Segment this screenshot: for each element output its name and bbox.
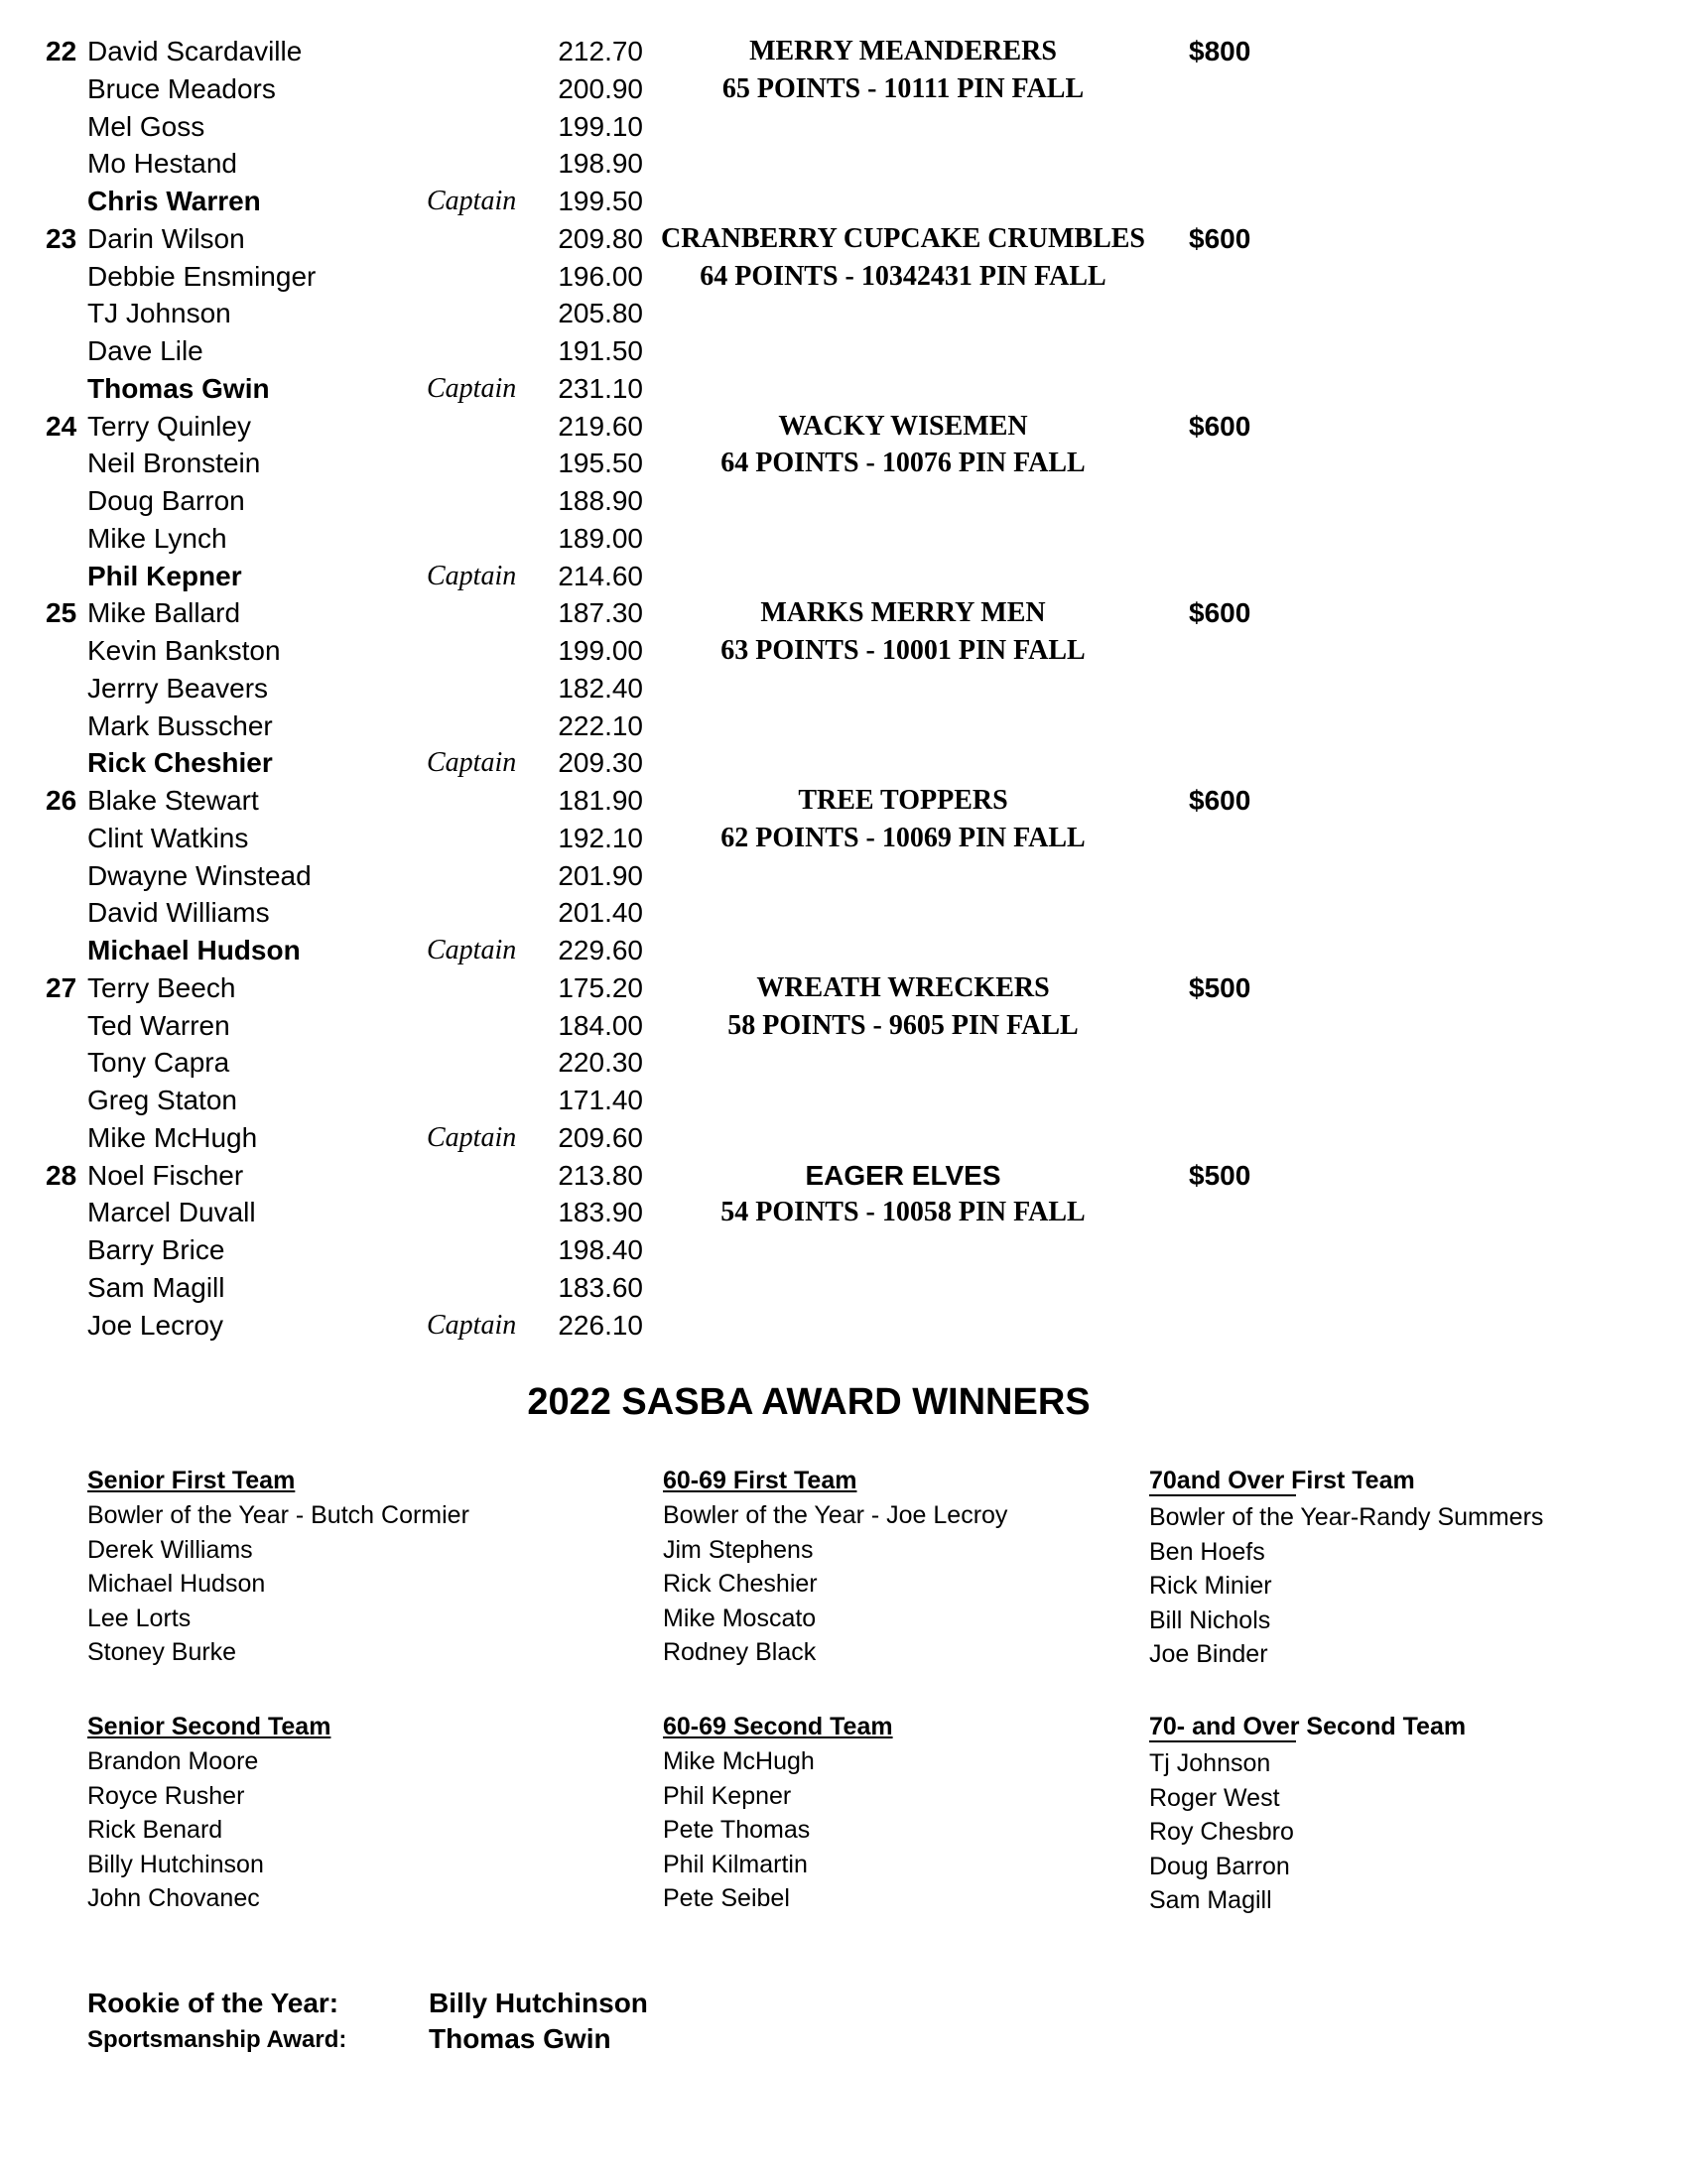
member-name: Joe Lecroy bbox=[87, 1309, 223, 1341]
table-row bbox=[0, 1007, 1688, 1045]
table-row bbox=[0, 782, 1688, 820]
member-score: 213.80 bbox=[558, 1159, 643, 1191]
captain-label: Captain bbox=[427, 560, 517, 591]
team-stats: 65 POINTS - 10111 PIN FALL bbox=[721, 72, 1085, 104]
table-row bbox=[0, 33, 1688, 70]
list-item: Rodney Black bbox=[663, 1638, 817, 1666]
table-row bbox=[0, 145, 1688, 183]
senior-first-team bbox=[87, 1463, 469, 1670]
list-item: Bowler of the Year - Joe Lecroy bbox=[663, 1501, 1008, 1529]
team-stats: 62 POINTS - 10069 PIN FALL bbox=[720, 822, 1086, 853]
list-item: Royce Rusher bbox=[87, 1781, 245, 1810]
prize-amount: $600 bbox=[1189, 410, 1251, 442]
table-row bbox=[0, 1044, 1688, 1082]
team-stats: 54 POINTS - 10058 PIN FALL bbox=[720, 1197, 1086, 1228]
member-score: 199.10 bbox=[558, 110, 643, 142]
list-item: Bowler of the Year - Butch Cormier bbox=[87, 1501, 469, 1529]
team-name: WREATH WRECKERS bbox=[756, 971, 1050, 1003]
list-item: Phil Kilmartin bbox=[663, 1850, 808, 1878]
member-score: 209.30 bbox=[558, 747, 643, 779]
list-item: Phil Kepner bbox=[663, 1781, 792, 1810]
member-score: 198.90 bbox=[558, 148, 643, 180]
list-item: Joe Binder bbox=[1149, 1640, 1268, 1668]
member-name: Debbie Ensminger bbox=[87, 260, 317, 292]
list-item: Roger West bbox=[1149, 1783, 1280, 1812]
member-score: 229.60 bbox=[558, 935, 643, 965]
team-number: 24 bbox=[46, 410, 77, 442]
member-score: 191.50 bbox=[558, 335, 643, 366]
member-score: 188.90 bbox=[558, 485, 643, 516]
table-row bbox=[0, 670, 1688, 707]
team-stats: 58 POINTS - 9605 PIN FALL bbox=[727, 1009, 1079, 1041]
captain-label: Captain bbox=[427, 935, 517, 965]
member-name: Marcel Duvall bbox=[87, 1197, 256, 1228]
team-stats: 64 POINTS - 10342431 PIN FALL bbox=[700, 260, 1106, 292]
member-name: Terry Quinley bbox=[87, 410, 251, 442]
member-name: Thomas Gwin bbox=[87, 372, 270, 404]
seventy-over-second-team-heading bbox=[1149, 1709, 1466, 1744]
member-name: TJ Johnson bbox=[87, 298, 231, 329]
table-row bbox=[0, 220, 1688, 258]
table-row bbox=[0, 1269, 1688, 1307]
member-score: 201.40 bbox=[558, 897, 643, 929]
member-score: 200.90 bbox=[558, 72, 643, 104]
list-item: Ben Hoefs bbox=[1149, 1537, 1265, 1566]
table-row bbox=[0, 1157, 1688, 1195]
list-item: Tj Johnson bbox=[1149, 1749, 1271, 1777]
list-item: Pete Thomas bbox=[663, 1816, 811, 1844]
table-row bbox=[0, 632, 1688, 670]
member-name: Greg Staton bbox=[87, 1085, 237, 1115]
seventy-over-second-team bbox=[1149, 1709, 1466, 1918]
captain-label: Captain bbox=[427, 1121, 517, 1153]
sportsmanship-label: Sportsmanship Award: bbox=[87, 2026, 347, 2053]
list-item: Michael Hudson bbox=[87, 1570, 266, 1598]
member-score: 184.00 bbox=[558, 1009, 643, 1041]
member-name: Dwayne Winstead bbox=[87, 859, 312, 891]
list-item: John Chovanec bbox=[87, 1884, 260, 1912]
sixty-sixtynine-second-team bbox=[663, 1709, 893, 1916]
member-name: Michael Hudson bbox=[87, 935, 301, 965]
member-name: Rick Cheshier bbox=[87, 747, 273, 779]
sportsmanship-name: Thomas Gwin bbox=[429, 2023, 611, 2054]
table-row bbox=[0, 932, 1688, 969]
member-score: 231.10 bbox=[558, 372, 643, 404]
list-item: Roy Chesbro bbox=[1149, 1818, 1294, 1846]
team-name: MARKS MERRY MEN bbox=[760, 597, 1046, 629]
member-name: David Williams bbox=[87, 897, 270, 929]
team-stats: 64 POINTS - 10076 PIN FALL bbox=[720, 448, 1086, 479]
sixty-sixtynine-second-team-heading: 60-69 Second Team bbox=[663, 1713, 893, 1740]
list-item: Doug Barron bbox=[1149, 1852, 1290, 1880]
list-item: Bowler of the Year-Randy Summers bbox=[1149, 1503, 1544, 1531]
prize-amount: $500 bbox=[1189, 971, 1251, 1003]
member-score: 220.30 bbox=[558, 1047, 643, 1079]
member-name: Mark Busscher bbox=[87, 709, 273, 741]
member-score: 175.20 bbox=[558, 971, 643, 1003]
member-name: Jerrry Beavers bbox=[87, 672, 269, 704]
member-score: 183.60 bbox=[558, 1271, 643, 1303]
member-name: Bruce Meadors bbox=[87, 72, 276, 104]
member-score: 199.50 bbox=[558, 186, 643, 216]
member-name: Phil Kepner bbox=[87, 560, 242, 591]
prize-amount: $600 bbox=[1189, 222, 1251, 254]
team-number: 25 bbox=[46, 597, 77, 629]
sixty-sixtynine-first-team bbox=[663, 1463, 1007, 1670]
list-item: Rick Minier bbox=[1149, 1572, 1272, 1600]
member-name: Darin Wilson bbox=[87, 222, 245, 254]
member-score: 226.10 bbox=[558, 1309, 643, 1341]
table-row bbox=[0, 295, 1688, 332]
list-item: Sam Magill bbox=[1149, 1886, 1272, 1914]
table-row bbox=[0, 183, 1688, 220]
prize-amount: $500 bbox=[1189, 1159, 1251, 1191]
list-item: Bill Nichols bbox=[1149, 1606, 1271, 1634]
table-row bbox=[0, 969, 1688, 1007]
team-number: 23 bbox=[46, 222, 77, 254]
list-item: Rick Cheshier bbox=[663, 1570, 818, 1598]
senior-first-team-heading: Senior First Team bbox=[87, 1467, 296, 1494]
member-score: 181.90 bbox=[558, 785, 643, 816]
list-item: Lee Lorts bbox=[87, 1604, 192, 1632]
seventy-over-first-team-heading bbox=[1149, 1463, 1543, 1498]
member-name: Barry Brice bbox=[87, 1234, 225, 1265]
member-score: 201.90 bbox=[558, 859, 643, 891]
member-name: Mike Lynch bbox=[87, 522, 227, 554]
senior-second-team-heading: Senior Second Team bbox=[87, 1713, 331, 1740]
member-score: 214.60 bbox=[558, 560, 643, 591]
list-item: Pete Seibel bbox=[663, 1884, 790, 1912]
table-row bbox=[0, 370, 1688, 408]
table-row bbox=[0, 820, 1688, 857]
member-score: 219.60 bbox=[558, 410, 643, 442]
table-row bbox=[0, 70, 1688, 108]
member-score: 212.70 bbox=[558, 36, 643, 66]
prize-amount: $600 bbox=[1189, 785, 1251, 816]
member-name: Dave Lile bbox=[87, 335, 203, 366]
member-name: Kevin Bankston bbox=[87, 635, 281, 666]
member-score: 199.00 bbox=[558, 635, 643, 666]
sixty-sixtynine-first-team-heading: 60-69 First Team bbox=[663, 1467, 857, 1494]
member-name: Mike McHugh bbox=[87, 1121, 258, 1153]
table-row bbox=[0, 744, 1688, 782]
member-score: 209.80 bbox=[558, 222, 643, 254]
prize-amount: $600 bbox=[1189, 597, 1251, 629]
team-number: 22 bbox=[46, 36, 77, 66]
captain-label: Captain bbox=[427, 1309, 517, 1341]
list-item: Billy Hutchinson bbox=[87, 1850, 264, 1878]
team-stats: 63 POINTS - 10001 PIN FALL bbox=[720, 635, 1086, 666]
table-row bbox=[0, 258, 1688, 296]
table-row bbox=[0, 520, 1688, 558]
member-score: 222.10 bbox=[558, 709, 643, 741]
awards-title: 2022 SASBA AWARD WINNERS bbox=[527, 1381, 1091, 1423]
member-name: Neil Bronstein bbox=[87, 448, 261, 479]
team-number: 26 bbox=[46, 785, 77, 816]
member-name: Clint Watkins bbox=[87, 822, 249, 853]
table-row bbox=[0, 894, 1688, 932]
member-score: 205.80 bbox=[558, 298, 643, 329]
member-score: 196.00 bbox=[558, 260, 643, 292]
member-score: 182.40 bbox=[558, 672, 643, 704]
captain-label: Captain bbox=[427, 747, 517, 779]
table-row bbox=[0, 1231, 1688, 1269]
list-item: Brandon Moore bbox=[87, 1747, 259, 1775]
captain-label: Captain bbox=[427, 186, 517, 216]
member-name: Tony Capra bbox=[87, 1047, 230, 1079]
member-score: 171.40 bbox=[558, 1085, 643, 1115]
prize-amount: $800 bbox=[1189, 36, 1251, 66]
member-name: Ted Warren bbox=[87, 1009, 230, 1041]
seventy-over-first-team bbox=[1149, 1463, 1543, 1672]
member-name: Terry Beech bbox=[87, 971, 236, 1003]
seventy-over-second-team-heading-text: 70- and Over Second Team bbox=[1149, 1713, 1467, 1740]
table-row bbox=[0, 1194, 1688, 1231]
member-score: 183.90 bbox=[558, 1197, 643, 1228]
member-name: Sam Magill bbox=[87, 1271, 225, 1303]
list-item: Derek Williams bbox=[87, 1535, 253, 1564]
rookie-label: Rookie of the Year: bbox=[87, 1988, 339, 2018]
member-score: 209.60 bbox=[558, 1121, 643, 1153]
table-row bbox=[0, 445, 1688, 482]
member-name: Noel Fischer bbox=[87, 1159, 244, 1191]
member-name: Chris Warren bbox=[87, 186, 261, 216]
member-name: David Scardaville bbox=[87, 36, 303, 66]
table-row bbox=[0, 594, 1688, 632]
team-name: TREE TOPPERS bbox=[798, 785, 1008, 816]
team-name: CRANBERRY CUPCAKE CRUMBLES bbox=[660, 222, 1145, 254]
senior-second-team bbox=[87, 1709, 330, 1916]
member-name: Mo Hestand bbox=[87, 148, 237, 180]
team-name: EAGER ELVES bbox=[805, 1159, 1001, 1191]
team-name: MERRY MEANDERERS bbox=[749, 36, 1057, 66]
member-name: Mel Goss bbox=[87, 110, 205, 142]
table-row bbox=[0, 1082, 1688, 1119]
member-score: 189.00 bbox=[558, 522, 643, 554]
table-row bbox=[0, 108, 1688, 146]
table-row bbox=[0, 1307, 1688, 1345]
table-row bbox=[0, 558, 1688, 595]
captain-label: Captain bbox=[427, 372, 517, 404]
list-item: Jim Stephens bbox=[663, 1535, 814, 1564]
list-item: Stoney Burke bbox=[87, 1638, 237, 1666]
seventy-over-first-team-heading-text: 70and Over First Team bbox=[1149, 1467, 1415, 1494]
table-row bbox=[0, 408, 1688, 446]
member-name: Doug Barron bbox=[87, 485, 245, 516]
team-number: 28 bbox=[46, 1159, 77, 1191]
list-item: Mike McHugh bbox=[663, 1747, 815, 1775]
list-item: Rick Benard bbox=[87, 1816, 223, 1844]
table-row bbox=[0, 857, 1688, 895]
member-score: 195.50 bbox=[558, 448, 643, 479]
member-score: 198.40 bbox=[558, 1234, 643, 1265]
team-number: 27 bbox=[46, 971, 77, 1003]
table-row bbox=[0, 1119, 1688, 1157]
member-score: 187.30 bbox=[558, 597, 643, 629]
member-name: Mike Ballard bbox=[87, 597, 241, 629]
table-row bbox=[0, 332, 1688, 370]
member-score: 192.10 bbox=[558, 822, 643, 853]
table-row bbox=[0, 707, 1688, 745]
rookie-name: Billy Hutchinson bbox=[429, 1988, 648, 2018]
list-item: Mike Moscato bbox=[663, 1604, 817, 1632]
team-name: WACKY WISEMEN bbox=[778, 410, 1028, 442]
member-name: Blake Stewart bbox=[87, 785, 259, 816]
table-row bbox=[0, 482, 1688, 520]
